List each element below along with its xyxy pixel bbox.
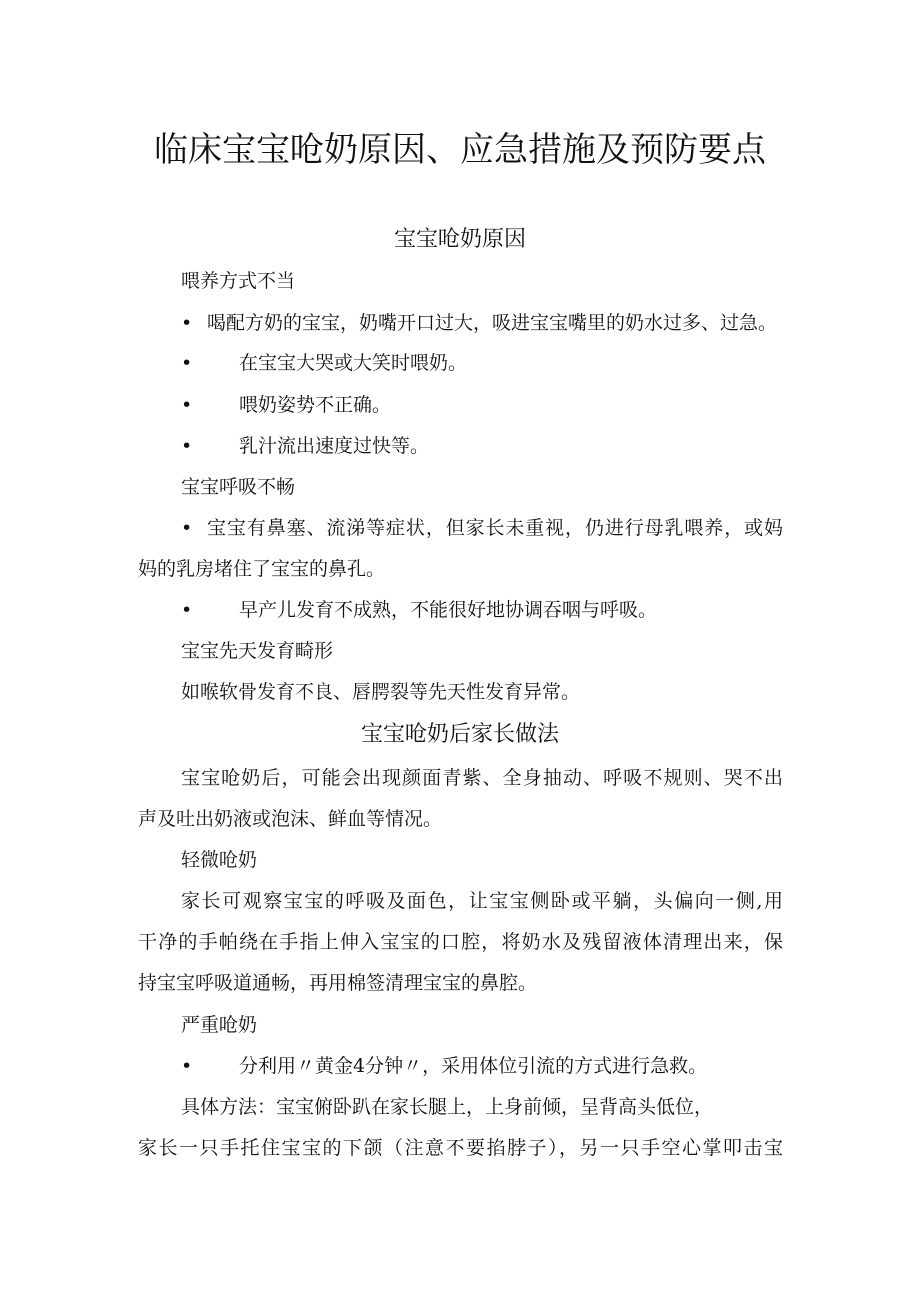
list-item: • <box>181 352 193 374</box>
subheading-congenital: 宝宝先天发育畸形 <box>181 640 334 662</box>
paragraph-cont: 家长一只手托住宝宝的下颌（注意不要掐脖子），另一只手空心掌叩击宝 <box>138 1137 783 1159</box>
list-item: • <box>181 599 193 621</box>
list-item-text: 在宝宝大哭或大笑时喂奶。 <box>239 352 468 374</box>
paragraph-cont: 干净的手帕绕在手指上伸入宝宝的口腔，将奶水及残留液体清理出来，保 <box>138 931 783 953</box>
list-item-text: 宝宝有鼻塞、流涕等症状，但家长未重视，仍进行母乳喂养，或妈 <box>207 517 783 539</box>
subheading-breathing: 宝宝呼吸不畅 <box>181 476 296 498</box>
paragraph: 宝宝呛奶后，可能会出现颜面青紫、全身抽动、呼吸不规则、哭不出 <box>181 767 783 789</box>
list-item: • <box>181 517 193 539</box>
list-item-text-cont: 妈的乳房堵住了宝宝的鼻孔。 <box>138 558 386 580</box>
list-item: • <box>181 1055 193 1077</box>
list-item: • <box>181 394 193 416</box>
section-heading-response: 宝宝呛奶后家长做法 <box>360 722 559 747</box>
page-title: 临床宝宝呛奶原因、应急措施及预防要点 <box>154 130 766 170</box>
list-item: • <box>181 435 193 457</box>
paragraph: 家长可观察宝宝的呼吸及面色，让宝宝侧卧或平躺，头偏向一侧,用 <box>181 890 783 912</box>
list-item-text: 喂奶姿势不正确。 <box>239 394 392 416</box>
paragraph-cont: 声及吐出奶液或泡沫、鲜血等情况。 <box>138 808 443 830</box>
subheading-mild: 轻微呛奶 <box>181 849 258 871</box>
paragraph-cont: 持宝宝呼吸道通畅，再用棉签清理宝宝的鼻腔。 <box>138 972 538 994</box>
paragraph: 具体方法：宝宝俯卧趴在家长腿上，上身前倾，呈背高头低位， <box>181 1096 714 1118</box>
subheading-feeding: 喂养方式不当 <box>181 270 296 292</box>
list-item-text: 早产儿发育不成熟，不能很好地协调吞咽与呼吸。 <box>239 599 658 621</box>
list-item-text: 喝配方奶的宝宝，奶嘴开口过大，吸进宝宝嘴里的奶水过多、过急。 <box>207 312 778 334</box>
subheading-severe: 严重呛奶 <box>181 1014 258 1036</box>
list-item-text: 分利用〃黄金4分钟〃，采用体位引流的方式进行急救。 <box>239 1055 708 1077</box>
paragraph: 如喉软骨发育不良、唇腭裂等先天性发育异常。 <box>181 681 581 703</box>
list-item: • <box>181 312 193 334</box>
list-item-text: 乳汁流出速度过快等。 <box>239 435 430 457</box>
section-heading-causes: 宝宝呛奶原因 <box>393 227 526 252</box>
